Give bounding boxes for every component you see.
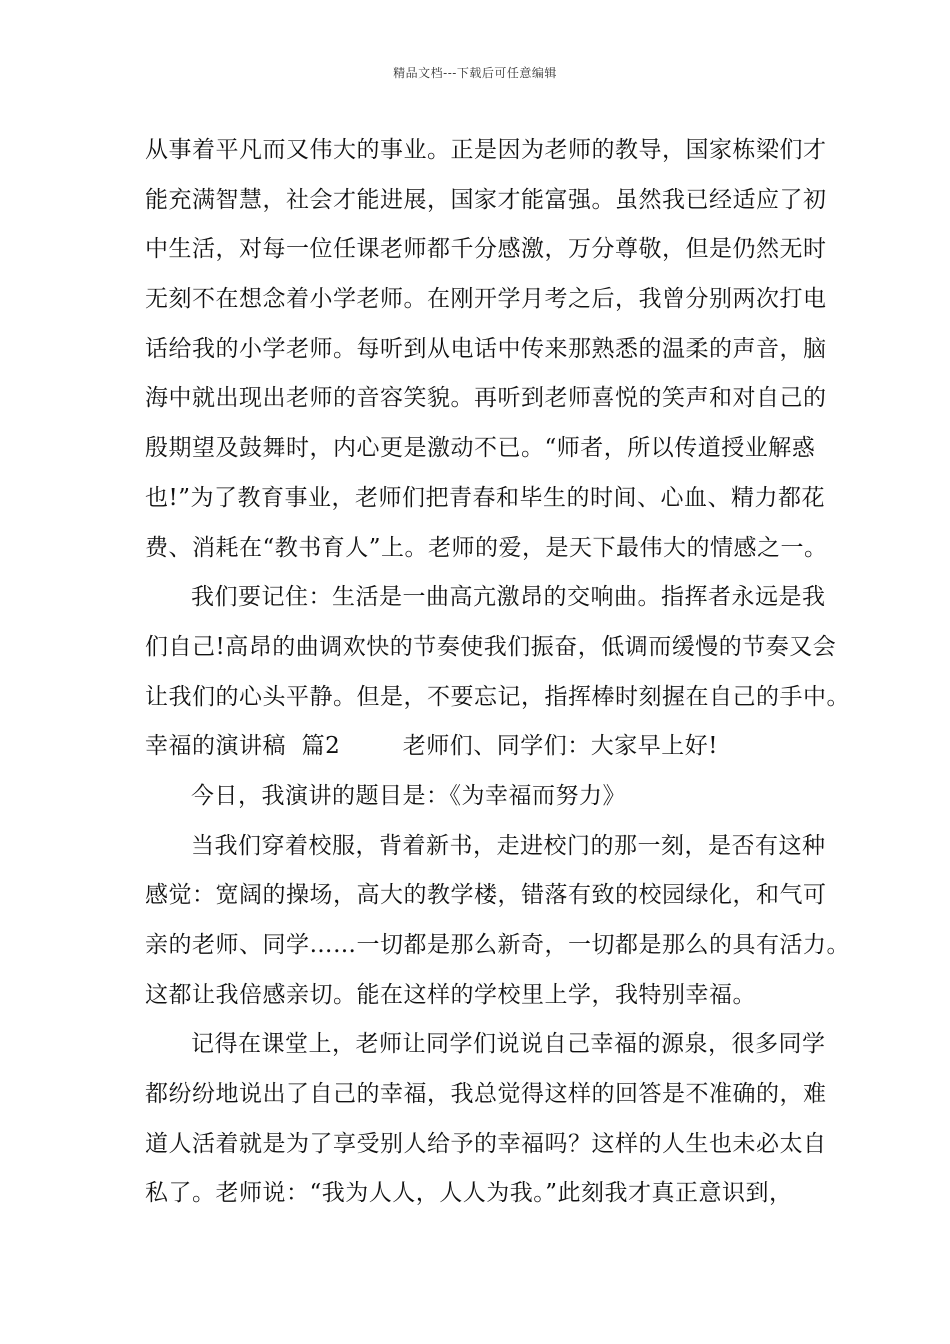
text-line: 道人活着就是为了享受别人给予的幸福吗？这样的人生也未必太自 xyxy=(145,1130,827,1157)
text-line: 殷期望及鼓舞时，内心更是激动不已。“师者，所以传道授业解惑 xyxy=(145,435,816,462)
text-line: 也!”为了教育事业，老师们把青春和毕生的时间、心血、精力都花 xyxy=(145,484,826,511)
document-body xyxy=(145,126,850,1219)
paragraph-start-line: 记得在课堂上，老师让同学们说说自己幸福的源泉，很多同学 xyxy=(191,1031,826,1058)
text-line: 海中就出现出老师的音容笑貌。再听到老师喜悦的笑声和对自己的 xyxy=(145,385,827,412)
paragraph-start-line: 当我们穿着校服，背着新书，走进校门的那一刻，是否有这种 xyxy=(191,832,826,859)
text-line: 们自己!高昂的曲调欢快的节奏使我们振奋，低调而缓慢的节奏又会 xyxy=(145,633,837,660)
text-line: 话给我的小学老师。每听到从电话中传来那熟悉的温柔的声音，脑 xyxy=(145,335,827,362)
text-line: 能充满智慧，社会才能进展，国家才能富强。虽然我已经适应了初 xyxy=(145,186,827,213)
paragraph-start-line: 今日，我演讲的题目是：《为幸福而努力》 xyxy=(191,782,626,809)
text-line: 中生活，对每一位任课老师都千分感激，万分尊敬，但是仍然无时 xyxy=(145,236,827,263)
text-line: 感觉：宽阔的操场，高大的教学楼，错落有致的校园绿化，和气可 xyxy=(145,882,827,909)
section-heading-line: 幸福的演讲稿 篇2 老师们、同学们：大家早上好! xyxy=(145,733,718,760)
text-line: 都纷纷地说出了自己的幸福，我总觉得这样的回答是不准确的，难 xyxy=(145,1081,827,1108)
text-line: 费、消耗在“教书育人”上。老师的爱，是天下最伟大的情感之一。 xyxy=(145,534,828,561)
paragraph-start-line: 我们要记住：生活是一曲高亢激昂的交响曲。指挥者永远是我 xyxy=(191,584,826,611)
text-line: 无刻不在想念着小学老师。在刚开学月考之后，我曾分别两次打电 xyxy=(145,286,827,313)
text-line: 从事着平凡而又伟大的事业。正是因为老师的教导，国家栋梁们才 xyxy=(145,137,827,163)
text-line: 让我们的心头平静。但是，不要忘记，指挥棒时刻握在自己的手中。 xyxy=(145,683,850,710)
page-header: 精品文档---下载后可任意编辑 xyxy=(393,66,557,80)
text-line: 亲的老师、同学……一切都是那么新奇，一切都是那么的具有活力。 xyxy=(145,932,850,958)
text-line: 这都让我倍感亲切。能在这样的学校里上学，我特别幸福。 xyxy=(145,981,756,1008)
text-line: 私了。老师说：“我为人人，人人为我。”此刻我才真正意识到， xyxy=(145,1180,793,1207)
